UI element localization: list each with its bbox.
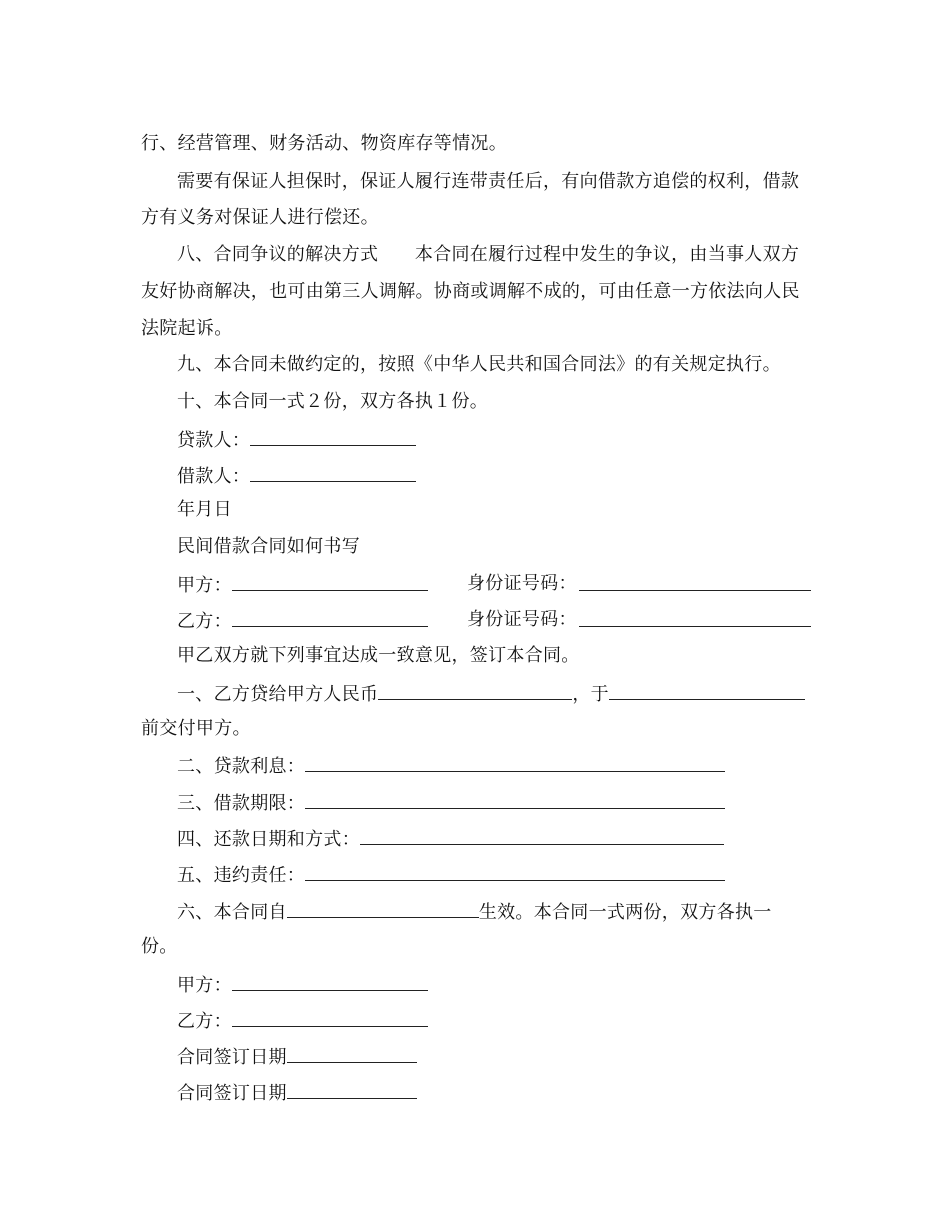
paragraph-line: 法院起诉。 [141,318,233,339]
clause-5-line [177,862,725,888]
party-b-line [177,608,857,634]
paragraph-line: 行、经营管理、财务活动、物资库存等情况。 [141,133,507,154]
clause-6-suffix: 生效。本合同一式两份，双方各执一 [478,902,772,923]
party-a-name-blank[interactable] [232,572,428,591]
paragraph-line: 八、合同争议的解决方式 本合同在履行过程中发生的争议，由当事人双方 [177,244,800,265]
delivery-date-blank[interactable] [609,681,805,700]
sign-date-line-2 [177,1080,417,1106]
date-label: 年月日 [177,499,232,520]
clause-3-line [177,790,725,816]
party-b-sign-blank[interactable] [232,1008,428,1027]
party-a-id-blank[interactable] [579,572,811,591]
clause-6-prefix: 六、本合同自 [177,902,287,923]
party-b-sign-label: 乙方： [177,1011,232,1032]
borrower-label: 借款人： [177,466,251,487]
interest-blank[interactable] [305,753,725,772]
clause-1-mid: ，于 [572,684,609,705]
paragraph-line: 方有义务对保证人进行偿还。 [141,207,379,228]
clause-4-line [177,826,724,852]
sign-date-label-1: 合同签订日期 [177,1047,287,1068]
loan-amount-blank[interactable] [378,681,572,700]
clause-1-prefix: 一、乙方贷给甲方人民币 [177,684,379,705]
term-blank[interactable] [305,790,725,809]
section-title: 民间借款合同如何书写 [177,536,360,557]
party-b-name-blank[interactable] [232,608,428,627]
party-b-signature-line [177,1008,428,1034]
clause-6-line [177,899,772,925]
sign-date-line-1 [177,1044,417,1070]
lender-signature-line [177,427,416,453]
paragraph-line: 十、本合同一式２份，双方各执１份。 [177,391,489,412]
agreement-intro: 甲乙双方就下列事宜达成一致意见，签订本合同。 [177,645,580,666]
party-a-line [177,572,857,598]
sign-date-blank-2[interactable] [287,1080,417,1099]
lender-label: 贷款人： [177,430,251,451]
clause-2-label: 二、贷款利息： [177,756,306,777]
clause-1-line [177,681,805,707]
party-a-sign-blank[interactable] [232,972,428,991]
party-b-id-label: 身份证号码： [467,609,577,630]
borrower-signature-line [177,463,416,489]
lender-blank[interactable] [250,427,416,446]
sign-date-blank-1[interactable] [287,1044,417,1063]
borrower-blank[interactable] [250,463,416,482]
clause-4-label: 四、还款日期和方式： [177,829,360,850]
clause-3-label: 三、借款期限： [177,793,306,814]
party-a-label: 甲方： [177,575,232,596]
breach-liability-blank[interactable] [305,862,725,881]
clause-6-tail: 份。 [141,936,178,957]
party-b-id-blank[interactable] [579,608,811,627]
party-b-label: 乙方： [177,611,232,632]
party-a-sign-label: 甲方： [177,975,232,996]
clause-2-line [177,753,725,779]
effective-date-blank[interactable] [287,899,479,918]
clause-1-suffix: 前交付甲方。 [141,718,251,739]
party-a-id-label: 身份证号码： [467,573,577,594]
sign-date-label-2: 合同签订日期 [177,1083,287,1104]
repayment-blank[interactable] [360,826,724,845]
paragraph-line: 需要有保证人担保时，保证人履行连带责任后，有向借款方追偿的权利，借款 [177,171,800,192]
paragraph-line: 九、本合同未做约定的，按照《中华人民共和国合同法》的有关规定执行。 [177,354,781,375]
paragraph-line: 友好协商解决，也可由第三人调解。协商或调解不成的，可由任意一方依法向人民 [141,281,800,302]
clause-5-label: 五、违约责任： [177,865,306,886]
party-a-signature-line [177,972,428,998]
